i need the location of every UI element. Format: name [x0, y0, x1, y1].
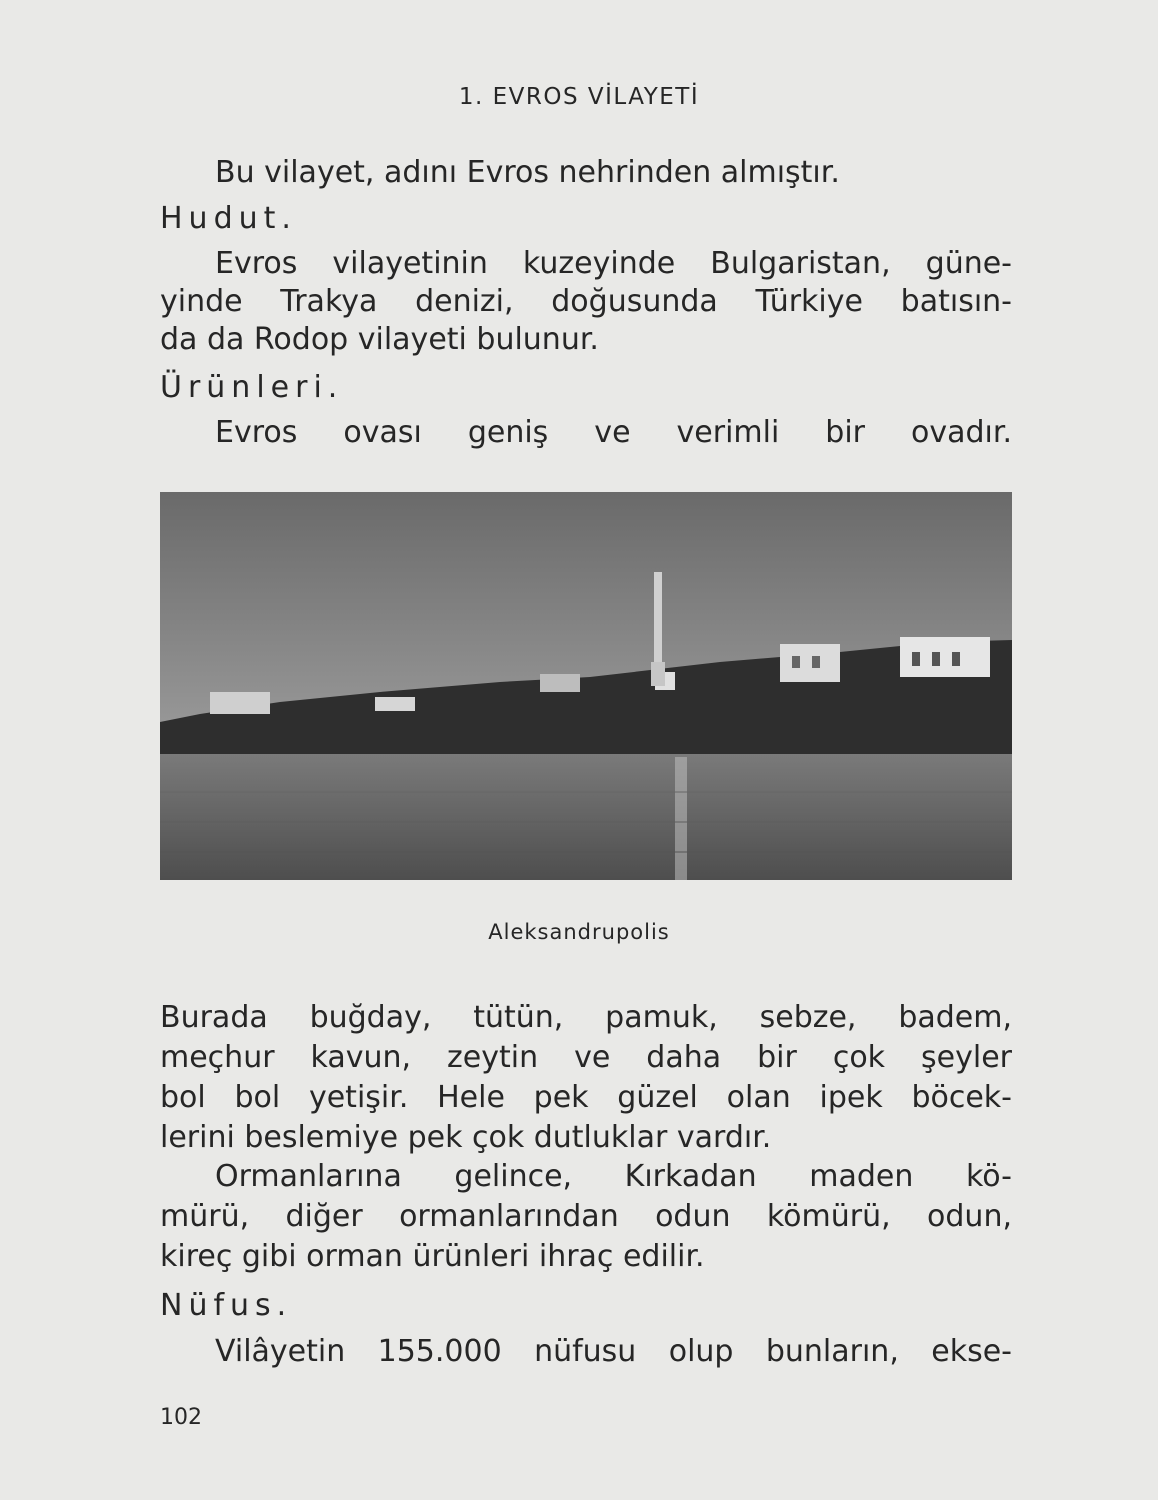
- products-text-line-2: meçhur kavun, zeytin ve daha bir çok şeyler: [160, 1040, 1012, 1075]
- products-intro-line: Evros ovası geniş ve verimli bir ovadır.: [215, 415, 1012, 450]
- border-text-line-1: Evros vilayetinin kuzeyinde Bulgaristan, güne-: [215, 246, 1012, 281]
- population-text-line: Vilâyetin 155.000 nüfusu olup bunların, ekse-: [215, 1334, 1012, 1369]
- photo-caption: Aleksandrupolis: [488, 920, 670, 944]
- products-text-line-3: bol bol yetişir. Hele pek güzel olan ipek böcek-: [160, 1080, 1012, 1115]
- forests-text-line-3: kireç gibi orman ürünleri ihraç edilir.: [160, 1239, 705, 1274]
- heading-hudut: Hudut.: [160, 201, 297, 236]
- forests-text-line-2: mürü, diğer ormanlarından odun kömürü, odun,: [160, 1199, 1012, 1234]
- page-number: 102: [160, 1405, 202, 1430]
- products-text-line-4: lerini beslemiye pek çok dutluklar vardır.: [160, 1120, 772, 1155]
- intro-sentence: Bu vilayet, adını Evros nehrinden almıştır.: [215, 155, 840, 190]
- products-text-line-1: Burada buğday, tütün, pamuk, sebze, badem,: [160, 1000, 1012, 1035]
- chapter-title: 1. EVROS VİLAYETİ: [458, 84, 700, 110]
- forests-text-line-1: Ormanlarına gelince, Kırkadan maden kö-: [215, 1159, 1012, 1194]
- border-text-line-3: da da Rodop vilayeti bulunur.: [160, 322, 599, 357]
- heading-nufus: Nüfus.: [160, 1288, 293, 1323]
- border-text-line-2: yinde Trakya denizi, doğusunda Türkiye batısın-: [160, 284, 1012, 319]
- aleksandrupolis-photo: [160, 492, 1012, 880]
- heading-urunleri: Ürünleri.: [160, 370, 344, 405]
